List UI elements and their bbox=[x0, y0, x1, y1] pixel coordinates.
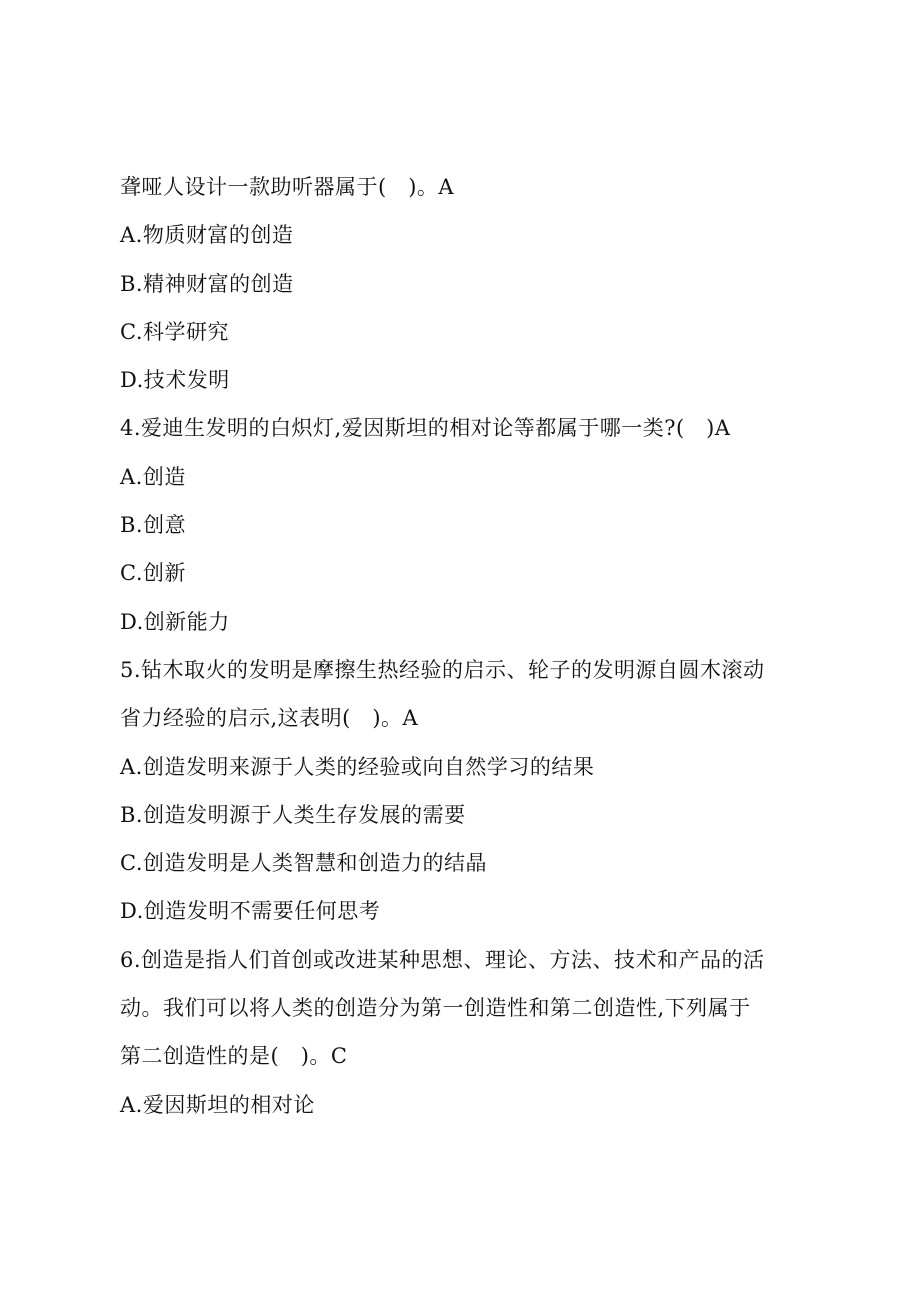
question-6-option-a: A.爱因斯坦的相对论 bbox=[120, 1092, 315, 1117]
question-5-stem-line-2: 省力经验的启示,这表明( )。A bbox=[120, 706, 419, 731]
document-body bbox=[120, 163, 820, 1129]
question-6-stem-line-1: 6.创造是指人们首创或改进某种思想、理论、方法、技术和产品的活 bbox=[120, 947, 765, 972]
question-5-stem-line-1: 5.钻木取火的发明是摩擦生热经验的启示、轮子的发明源自圆木滚动 bbox=[120, 657, 765, 682]
question-3-option-c: C.科学研究 bbox=[120, 319, 229, 344]
question-5-option-d: D.创造发明不需要任何思考 bbox=[120, 899, 381, 924]
question-4-option-a: A.创造 bbox=[120, 464, 186, 489]
question-3-stem: 聋哑人设计一款助听器属于( )。A bbox=[120, 175, 455, 199]
question-6-stem-line-3: 第二创造性的是( )。C bbox=[120, 1044, 348, 1069]
question-4-stem: 4.爱迪生发明的白炽灯,爱因斯坦的相对论等都属于哪一类?( )A bbox=[120, 416, 731, 441]
question-3-option-d: D.技术发明 bbox=[120, 368, 230, 393]
question-3-option-b: B.精神财富的创造 bbox=[120, 271, 294, 296]
question-5-option-b: B.创造发明源于人类生存发展的需要 bbox=[120, 802, 466, 827]
question-3-option-a: A.物质财富的创造 bbox=[120, 223, 294, 248]
question-4-option-c: C.创新 bbox=[120, 561, 186, 586]
question-5-option-a: A.创造发明来源于人类的经验或向自然学习的结果 bbox=[120, 754, 595, 779]
question-6-stem-line-2: 动。我们可以将人类的创造分为第一创造性和第二创造性,下列属于 bbox=[120, 996, 751, 1021]
question-4-option-d: D.创新能力 bbox=[120, 609, 230, 634]
question-5-option-c: C.创造发明是人类智慧和创造力的结晶 bbox=[120, 851, 487, 876]
question-4-option-b: B.创意 bbox=[120, 513, 187, 538]
